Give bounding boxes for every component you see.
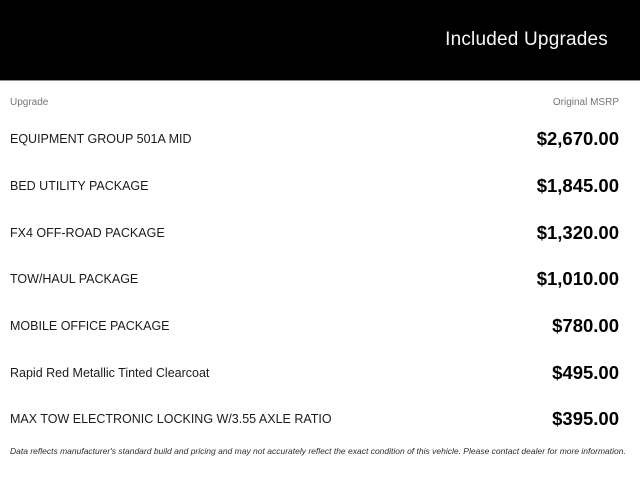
pricing-disclaimer: Data reflects manufacturer's standard build and pricing and may not accurately reflect the exact condition of this vehicle. Please contact dealer for more information. [10, 445, 626, 456]
price-value: $1,845.00 [536, 175, 619, 197]
price-value: $1,010.00 [536, 268, 619, 290]
upgrade-label: EQUIPMENT GROUP 501A MID [10, 132, 192, 147]
upgrade-label: TOW/HAUL PACKAGE [10, 272, 139, 287]
price-value: $495.00 [552, 361, 619, 383]
page-title: Included Upgrades [445, 29, 608, 50]
upgrade-label: MAX TOW ELECTRONIC LOCKING W/3.55 AXLE RATIO [10, 412, 332, 427]
upgrades-table [0, 81, 640, 443]
table-row [10, 349, 619, 396]
column-header-original-msrp: Original MSRP [552, 97, 619, 108]
table-row [10, 209, 619, 256]
upgrade-label: Rapid Red Metallic Tinted Clearcoat [10, 365, 210, 380]
column-header-upgrade: Upgrade [10, 97, 49, 108]
included-upgrades-header [0, 0, 640, 81]
price-value: $395.00 [552, 408, 619, 430]
price-value: $780.00 [552, 315, 619, 337]
upgrade-label: FX4 OFF-ROAD PACKAGE [10, 225, 165, 240]
table-row [10, 396, 619, 443]
table-row [10, 256, 619, 303]
table-column-headers [10, 81, 619, 116]
table-row [10, 163, 619, 210]
price-value: $1,320.00 [536, 221, 619, 243]
table-row [10, 303, 619, 350]
upgrade-label: BED UTILITY PACKAGE [10, 179, 149, 194]
table-row [10, 116, 619, 163]
price-value: $2,670.00 [536, 128, 619, 150]
upgrade-label: MOBILE OFFICE PACKAGE [10, 319, 170, 334]
